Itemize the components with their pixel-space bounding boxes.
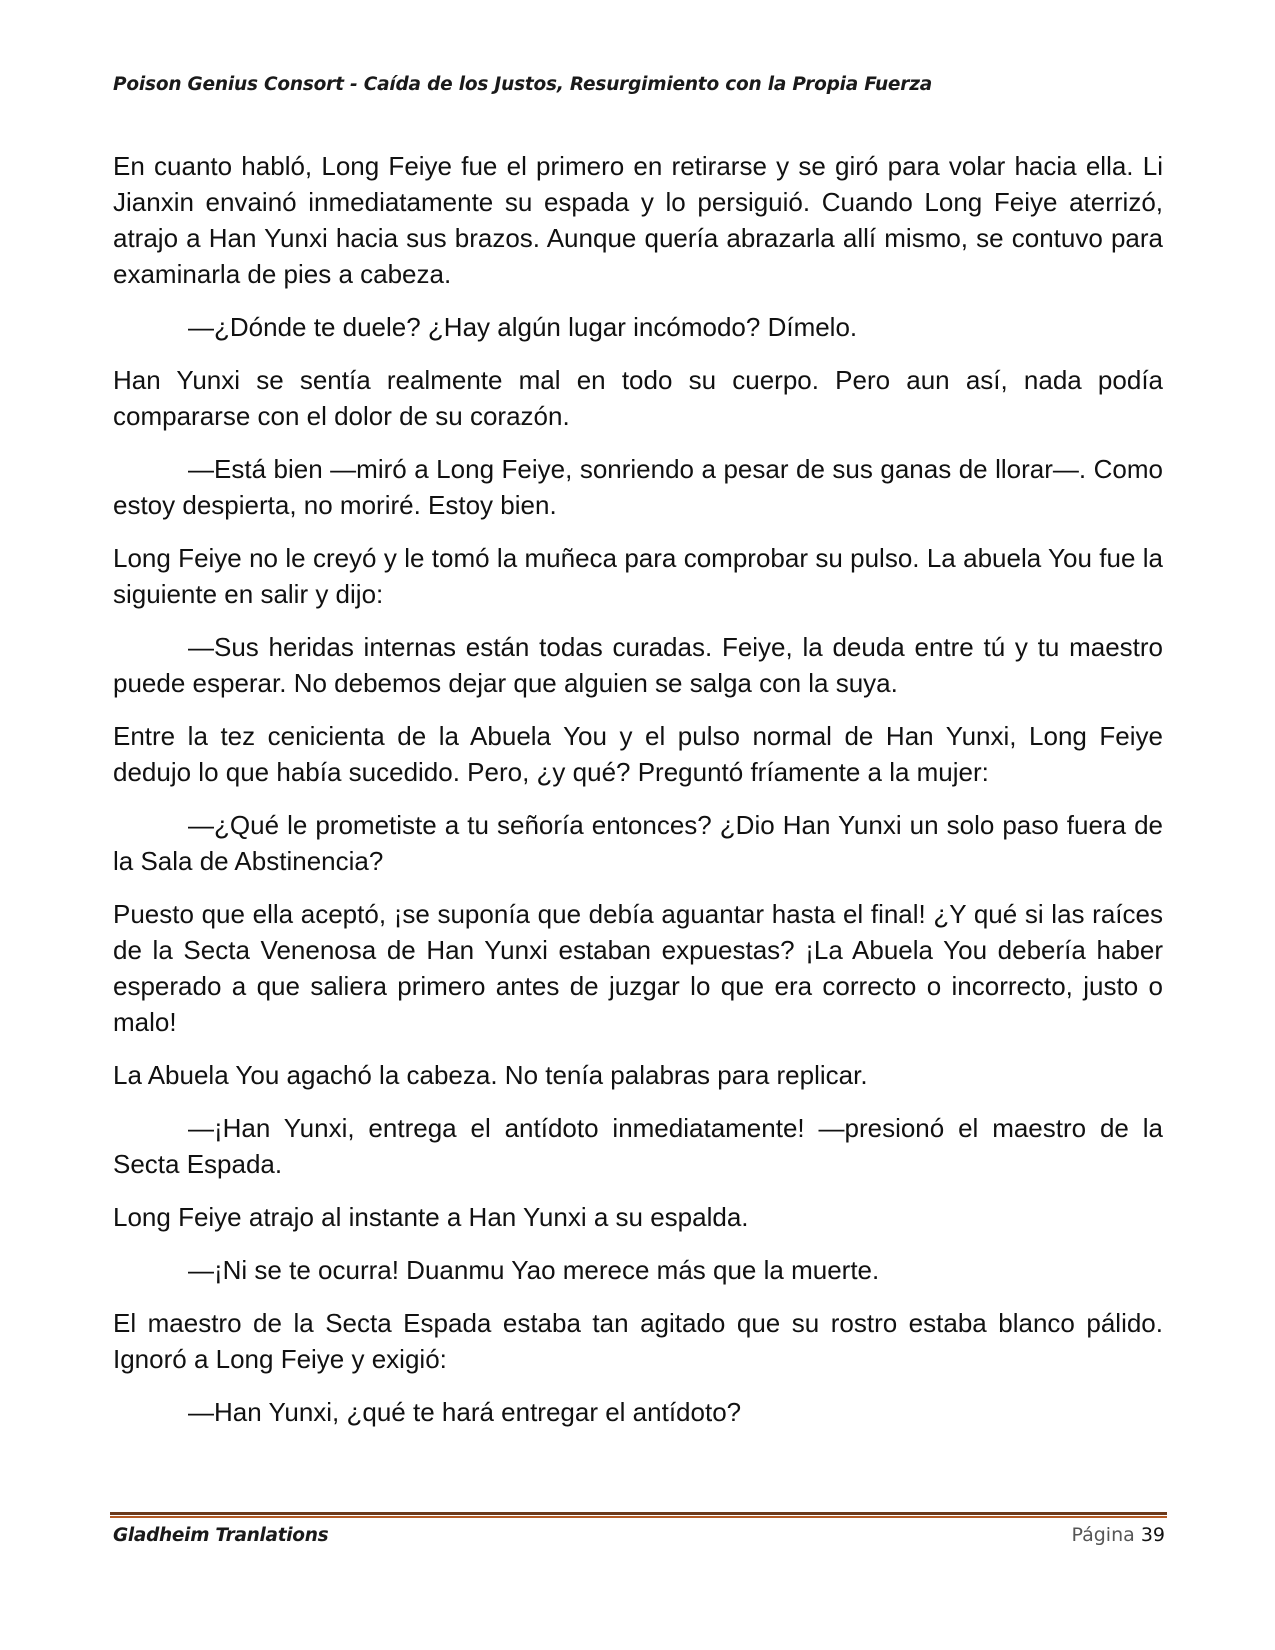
- paragraph: En cuanto habló, Long Feiye fue el primero en retirarse y se giró para volar hacia ella. Li Jianxin envainó inmediatamente su espada y lo persiguió. Cuando Long Feiye aterrizó, atrajo a Han Yunxi hacia sus brazos. Aunque quería abrazarla allí mismo, se contuvo para examinarla de pies a cabeza.: [113, 151, 1163, 289]
- paragraph: Long Feiye atrajo al instante a Han Yunxi a su espalda.: [113, 1202, 749, 1232]
- footer-publisher: Gladheim Tranlations: [113, 1525, 329, 1546]
- paragraph: Entre la tez cenicienta de la Abuela You y el pulso normal de Han Yunxi, Long Feiye dedujo lo que había sucedido. Pero, ¿y qué? Preguntó fríamente a la mujer:: [113, 721, 1163, 787]
- running-header: Poison Genius Consort - Caída de los Justos, Resurgimiento con la Propia Fuerza: [113, 74, 933, 95]
- paragraph: El maestro de la Secta Espada estaba tan agitado que su rostro estaba blanco pálido. Ignoró a Long Feiye y exigió:: [113, 1308, 1163, 1374]
- body-text: [113, 148, 1163, 1447]
- dialogue-paragraph: —Sus heridas internas están todas curadas. Feiye, la deuda entre tú y tu maestro puede esperar. No debemos dejar que alguien se salga con la suya.: [113, 632, 1163, 698]
- page-label: Página: [1071, 1524, 1135, 1546]
- paragraph: Han Yunxi se sentía realmente mal en todo su cuerpo. Pero aun así, nada podía compararse con el dolor de su corazón.: [113, 365, 1163, 431]
- dialogue-paragraph: —Han Yunxi, ¿qué te hará entregar el antídoto?: [188, 1397, 742, 1427]
- dialogue-paragraph: —¿Dónde te duele? ¿Hay algún lugar incómodo? Dímelo.: [188, 312, 858, 342]
- paragraph: La Abuela You agachó la cabeza. No tenía palabras para replicar.: [113, 1060, 868, 1090]
- dialogue-paragraph: —¿Qué le prometiste a tu señoría entonces? ¿Dio Han Yunxi un solo paso fuera de la Sala de Abstinencia?: [113, 810, 1163, 876]
- dialogue-paragraph: —¡Ni se te ocurra! Duanmu Yao merece más que la muerte.: [188, 1255, 880, 1285]
- footer-divider: [110, 1512, 1167, 1518]
- paragraph: Puesto que ella aceptó, ¡se suponía que debía aguantar hasta el final! ¿Y qué si las raíces de la Secta Venenosa de Han Yunxi estaban expuestas? ¡La Abuela You debería haber esperado a que saliera primero antes de juzgar lo que era correcto o incorrecto, justo o malo!: [113, 899, 1163, 1037]
- dialogue-paragraph: —Está bien —miró a Long Feiye, sonriendo a pesar de sus ganas de llorar—. Como estoy despierta, no moriré. Estoy bien.: [113, 454, 1163, 520]
- dialogue-paragraph: —¡Han Yunxi, entrega el antídoto inmediatamente! —presionó el maestro de la Secta Espada.: [113, 1113, 1163, 1179]
- page-number-value: 39: [1140, 1524, 1165, 1546]
- paragraph: Long Feiye no le creyó y le tomó la muñeca para comprobar su pulso. La abuela You fue la siguiente en salir y dijo:: [113, 543, 1163, 609]
- page-number: [1071, 1524, 1165, 1546]
